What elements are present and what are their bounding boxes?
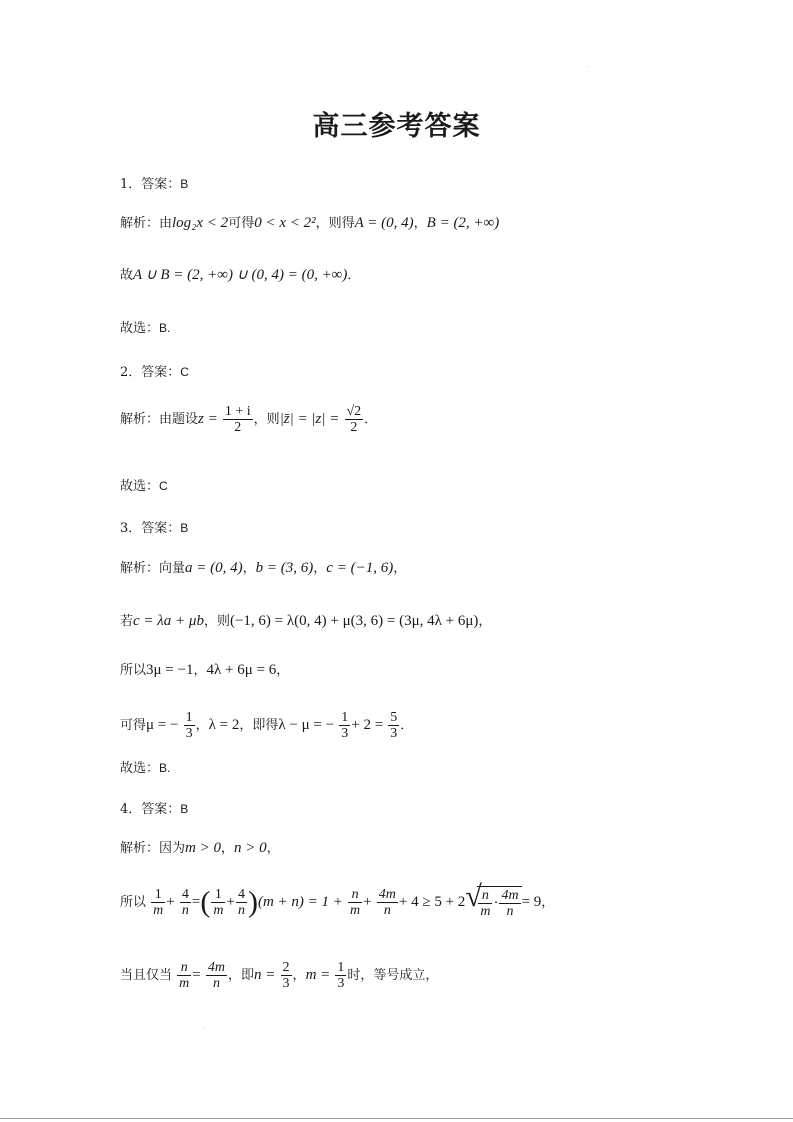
q4-when-sep: ， xyxy=(292,968,306,983)
q4-so-end: ， xyxy=(541,895,555,910)
q1-analysis-prefix: 解析：由 xyxy=(120,216,173,231)
q2-sqrt-den: 2 xyxy=(350,420,358,435)
q3-sep3: ， xyxy=(393,561,407,576)
q1-text-mid1: 可得 xyxy=(228,216,255,231)
q4-frac-4 xyxy=(377,887,398,918)
q4-plus-1: + xyxy=(166,894,175,910)
q4-paren-f1-den: m xyxy=(213,903,224,918)
q4-f2-num: 4 xyxy=(181,887,189,902)
q4-m-num: 1 xyxy=(337,960,345,975)
q1-union-expression: A ∪ B = (2, +∞) ∪ (0, 4) = (0, +∞) xyxy=(133,267,348,283)
q2-sqrt-fraction xyxy=(345,404,364,435)
q3-mu-num: 1 xyxy=(185,710,193,725)
q3-equation-1: 3μ = −1 xyxy=(146,662,194,678)
scan-speck: · xyxy=(588,64,590,71)
q4-f2-den: n xyxy=(181,903,189,918)
q3-choose-value: B. xyxy=(159,761,171,775)
q1-answer-label: 1．答案： xyxy=(120,177,181,192)
q3-so-end: ， xyxy=(276,663,290,678)
q1-inequality: 0 < x < 2² xyxy=(254,215,316,231)
q4-radical-sign: √ xyxy=(465,880,482,913)
q4-n-num: 2 xyxy=(282,960,290,975)
q4-when-mid: ，即 xyxy=(228,968,255,983)
q4-f4-den: n xyxy=(383,903,391,918)
q3-lambda-value: λ = 2 xyxy=(208,717,240,733)
q1-union-end: ． xyxy=(347,268,361,283)
q3-answer-label: 3．答案： xyxy=(120,521,181,536)
q2-analysis-line xyxy=(120,404,377,435)
q4-equals-1: = xyxy=(191,894,201,910)
q2-choose-line xyxy=(120,480,168,493)
q4-analysis-line xyxy=(120,841,280,856)
q3-mu-lhs: μ = − xyxy=(146,717,179,733)
q4-paren-f1-num: 1 xyxy=(211,887,225,903)
q4-when-frac-2 xyxy=(206,960,227,991)
q3-if-end: ， xyxy=(478,614,492,629)
q4-w2-den: n xyxy=(212,976,220,991)
q3-diff-end: ． xyxy=(400,718,414,733)
q4-frac-1 xyxy=(151,887,165,918)
q1-analysis-line xyxy=(120,216,499,231)
q4-s1-num: n xyxy=(478,888,492,904)
q3-vector-a: a = (0, 4) xyxy=(185,560,243,576)
q4-n-lhs: n = xyxy=(254,967,276,983)
q4-mn-expression: (m + n) = 1 + xyxy=(257,894,343,910)
q3-if-mid: ，则 xyxy=(203,614,230,629)
q4-sep1: ， xyxy=(220,841,234,856)
q4-when-line xyxy=(120,960,438,991)
q3-so-prefix: 所以 xyxy=(120,663,147,678)
q4-s2-den: n xyxy=(506,904,514,919)
q4-s1-den: m xyxy=(480,904,491,919)
q3-choose-label: 故选： xyxy=(120,761,160,776)
q3-choose-line xyxy=(120,762,170,775)
q4-tail: + 4 ≥ 5 + 2 xyxy=(398,894,466,910)
q4-n-frac xyxy=(281,960,292,991)
q2-text-mid: ，则 xyxy=(253,412,280,427)
q1-log-expression: log₂x < 2 xyxy=(172,215,229,231)
q3-sep1: ， xyxy=(242,561,256,576)
q4-w1-num: n xyxy=(177,960,191,976)
q1-text-mid2: ，则得 xyxy=(315,216,355,231)
q3-equation-2: 4λ + 6μ = 6 xyxy=(206,662,277,678)
q4-when-frac-1 xyxy=(177,960,191,991)
q3-answer-line xyxy=(120,522,188,535)
q4-n-den: 3 xyxy=(282,976,290,991)
q3-result-sep: ， xyxy=(195,718,209,733)
q3-diff-den1: 3 xyxy=(341,726,349,741)
q3-get-prefix: 可得 xyxy=(120,718,147,733)
q3-diff-num2: 5 xyxy=(390,710,398,725)
q4-sep2: ， xyxy=(266,841,280,856)
q4-plus-3: + xyxy=(363,894,372,910)
q3-diff-den2: 3 xyxy=(390,726,398,741)
q4-result: = 9 xyxy=(521,894,542,910)
q3-diff-fraction-2 xyxy=(388,710,399,741)
q1-union-prefix: 故 xyxy=(120,268,134,283)
q4-answer-line xyxy=(120,803,188,816)
q4-so-prefix: 所以 xyxy=(120,895,147,910)
q3-sep2: ， xyxy=(313,561,327,576)
page-bottom-border xyxy=(0,1118,793,1119)
q4-m-den: 3 xyxy=(337,976,345,991)
q4-s2-num: 4m xyxy=(501,888,519,903)
q4-analysis-prefix: 解析：因为 xyxy=(120,841,186,856)
q3-vector-b: b = (3, 6) xyxy=(255,560,314,576)
q4-paren-f2-den: n xyxy=(237,903,245,918)
q1-comma: ， xyxy=(413,216,427,231)
q4-f3-den: m xyxy=(350,903,361,918)
q3-if-prefix: 若 xyxy=(120,614,134,629)
q4-sqrt-frac-2 xyxy=(499,888,520,919)
q4-condition-1: m > 0 xyxy=(185,840,221,856)
q2-end: ． xyxy=(364,412,378,427)
q2-sqrt-num: √2 xyxy=(346,404,362,419)
q4-when-end: 时，等号成立， xyxy=(347,968,439,983)
q3-vector-c: c = (−1, 6) xyxy=(326,560,394,576)
q1-choose-value: B. xyxy=(159,321,171,335)
q2-z-lhs: z = xyxy=(198,411,218,427)
q4-answer-value: B xyxy=(180,802,189,816)
q4-w2-num: 4m xyxy=(207,960,226,975)
q3-result-line xyxy=(120,710,413,741)
q1-choose-line xyxy=(120,322,170,335)
q4-m-lhs: m = xyxy=(305,967,331,983)
q3-analysis-prefix: 解析：向量 xyxy=(120,561,186,576)
q3-mu-den: 3 xyxy=(185,726,193,741)
q2-frac-den: 2 xyxy=(234,420,242,435)
q3-diff-num1: 1 xyxy=(341,710,349,725)
q3-if-equation: (−1, 6) = λ(0, 4) + μ(3, 6) = (3μ, 4λ + 6μ) xyxy=(229,613,479,629)
q4-f3-num: n xyxy=(348,887,362,903)
q3-if-expression: c = λa + μb xyxy=(133,613,204,629)
q4-when-equals: = xyxy=(192,967,201,983)
q2-answer-value: C xyxy=(180,365,189,379)
q3-diff-mid: + 2 = xyxy=(351,717,384,733)
q4-paren-f2-num: 4 xyxy=(237,887,245,902)
q4-f1-den: m xyxy=(153,903,164,918)
q4-f4-num: 4m xyxy=(378,887,396,902)
scan-speck-2: · xyxy=(203,1026,205,1033)
q3-then: ，即得 xyxy=(239,718,279,733)
q4-frac-3 xyxy=(348,887,362,918)
q4-paren-frac-1 xyxy=(211,887,225,918)
q2-answer-line xyxy=(120,366,189,379)
q1-answer-value: B xyxy=(180,177,189,191)
q2-choose-value: C xyxy=(159,479,168,493)
q3-analysis-line xyxy=(120,561,406,576)
q4-f1-num: 1 xyxy=(151,887,165,903)
q1-set-a: A = (0, 4) xyxy=(354,215,414,231)
q4-when-prefix: 当且仅当 xyxy=(120,968,173,983)
q1-answer-line xyxy=(120,178,188,191)
q4-left-paren: ( xyxy=(200,885,211,919)
q2-answer-label: 2．答案： xyxy=(120,365,181,380)
q4-w1-den: m xyxy=(179,976,190,991)
q3-diff-fraction-1 xyxy=(339,710,350,741)
q3-so-sep: ， xyxy=(193,663,207,678)
q4-answer-label: 4．答案： xyxy=(120,802,181,817)
q3-diff-lhs: λ − μ = − xyxy=(278,717,335,733)
q3-answer-value: B xyxy=(180,521,189,535)
q3-mu-fraction xyxy=(184,710,195,741)
q4-radicand xyxy=(477,886,521,919)
q1-set-b: B = (2, +∞) xyxy=(426,215,500,231)
q2-choose-label: 故选： xyxy=(120,479,160,494)
q2-modulus-expression: |z̄| = |z| = xyxy=(279,411,340,427)
q4-m-frac xyxy=(335,960,346,991)
q2-fraction xyxy=(223,404,253,435)
page-title: 高三参考答案 xyxy=(312,111,481,142)
q2-analysis-prefix: 解析：由题设 xyxy=(120,412,199,427)
q4-frac-2 xyxy=(180,887,191,918)
q3-so-line xyxy=(120,663,289,678)
q3-if-line xyxy=(120,614,491,629)
q4-paren-frac-2 xyxy=(236,887,247,918)
q4-sqrt xyxy=(465,880,521,919)
q1-choose-label: 故选： xyxy=(120,321,160,336)
q4-right-paren: ) xyxy=(247,885,258,919)
q4-so-line xyxy=(120,880,555,919)
q4-condition-2: n > 0 xyxy=(234,840,267,856)
q1-union-line xyxy=(120,268,360,283)
q4-dot: · xyxy=(493,895,499,911)
q4-plus-2: + xyxy=(226,894,235,910)
q2-frac-num: 1 + i xyxy=(224,404,251,419)
